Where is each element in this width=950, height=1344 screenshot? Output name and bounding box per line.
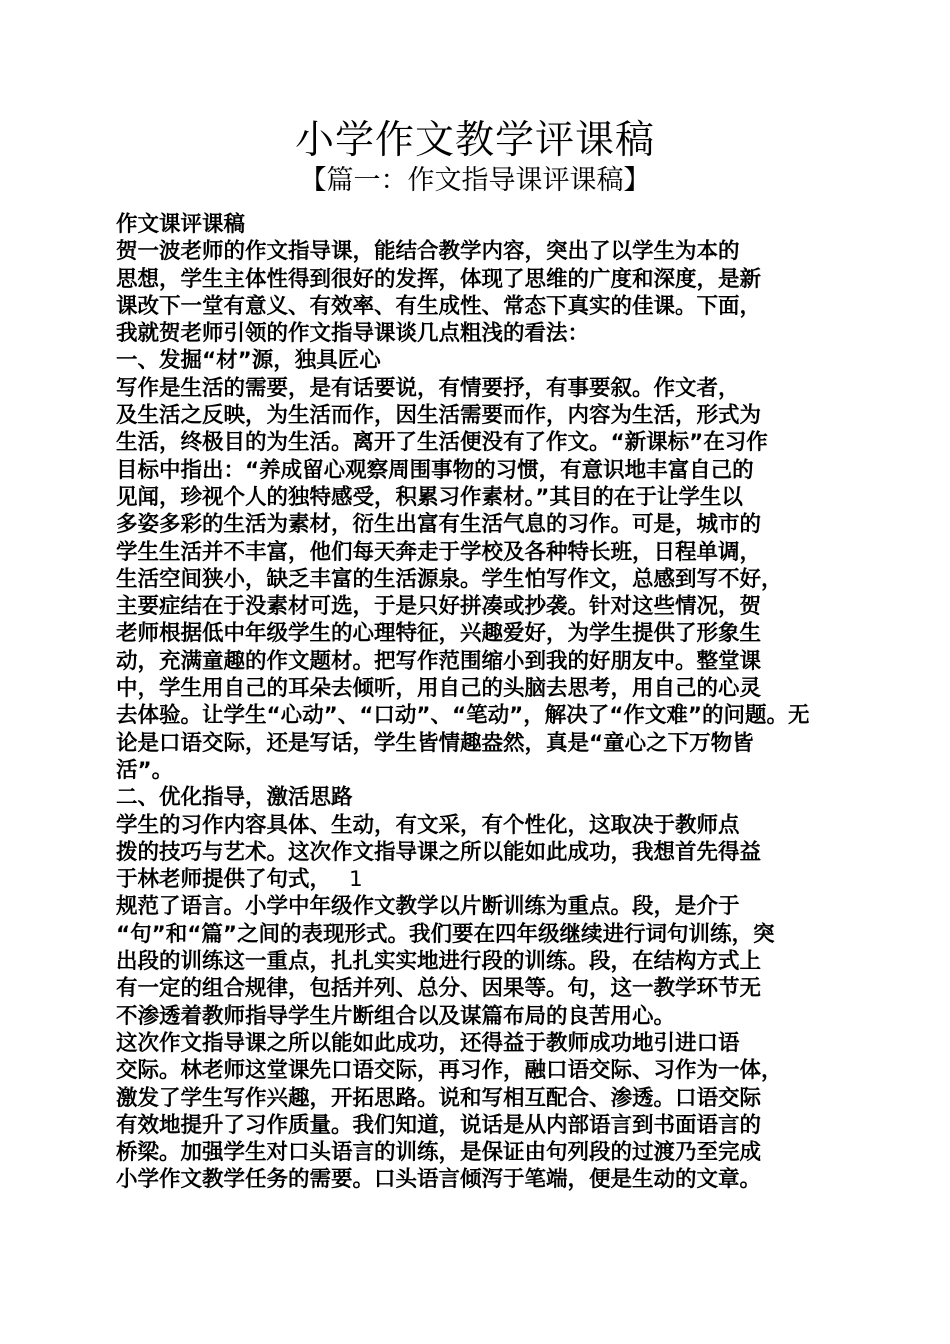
text-line xyxy=(116,1085,844,1112)
text-line xyxy=(116,566,844,593)
text-line-content: 去体验。让学生“心动”、“口动”、“笔动”，解决了“作文难”的问题。无 xyxy=(116,703,810,729)
text-line-content: 交际。林老师这堂课先口语交际，再习作，融口语交际、习作为一体， xyxy=(116,1058,783,1084)
text-line-content: 作文课评课稿 xyxy=(116,212,246,237)
text-line-content: 课改下一堂有意义、有效率、有生成性、常态下真实的佳课。下面， xyxy=(116,293,762,319)
text-line-content: 见闻，珍视个人的独特感受，积累习作素材。”其目的在于让学生以 xyxy=(116,484,743,510)
text-line xyxy=(116,402,844,429)
text-line-content: 写作是生活的需要，是有话要说，有情要抒，有事要叙。作文者， xyxy=(116,375,740,401)
text-line-content: 活”。 xyxy=(116,757,174,783)
text-line xyxy=(116,1112,844,1139)
text-line-content: 于林老师提供了句式， xyxy=(116,867,332,893)
text-line-content: 桥梁。加强学生对口头语言的训练，是保证由句列段的过渡乃至完成 xyxy=(116,1140,762,1166)
text-line xyxy=(116,266,844,293)
text-line xyxy=(116,757,844,784)
text-line xyxy=(116,1030,844,1057)
document-subtitle: 【篇一：作文指导课评课稿】 xyxy=(299,165,651,196)
text-line-content: 多姿多彩的生活为素材，衍生出富有生活气息的习作。可是，城市的 xyxy=(116,512,762,538)
text-line-content: 一、发掘“材”源，独具匠心 xyxy=(116,348,381,374)
text-line xyxy=(116,1003,844,1030)
text-line-content: 小学作文教学任务的需要。口头语言倾泻于笔端，便是生动的文章。 xyxy=(116,1167,762,1193)
text-line-content: 规范了语言。小学中年级作文教学以片断训练为重点。段，是介于 xyxy=(116,894,740,920)
text-line-content: 中，学生用自己的耳朵去倾听，用自己的头脑去思考，用自己的心灵 xyxy=(116,676,762,702)
text-line xyxy=(116,238,844,265)
text-line xyxy=(116,975,844,1002)
text-line xyxy=(116,457,844,484)
text-line-content: 目标中指出：“养成留心观察周围事物的习惯，有意识地丰富自己的 xyxy=(116,457,754,483)
text-line xyxy=(116,429,844,456)
text-line-content: 论是口语交际，还是写话，学生皆情趣盎然，真是“童心之下万物皆 xyxy=(116,730,754,756)
text-line-content: 贺一波老师的作文指导课，能结合教学内容，突出了以学生为本的 xyxy=(116,239,740,265)
text-line-content: 老师根据低中年级学生的心理特征，兴趣爱好，为学生提供了形象生 xyxy=(116,621,762,647)
text-line xyxy=(116,511,844,538)
text-line xyxy=(116,839,844,866)
text-line-content: 有一定的组合规律，包括并列、总分、因果等。句，这一教学环节无 xyxy=(116,976,762,1002)
text-line-content: 不渗透着教师指导学生片断组合以及谋篇布局的良苦用心。 xyxy=(116,1003,676,1029)
text-line xyxy=(116,211,844,238)
text-line-content: 思想，学生主体性得到很好的发挥，体现了思维的广度和深度，是新 xyxy=(116,266,762,292)
text-line xyxy=(116,484,844,511)
text-line xyxy=(116,293,844,320)
text-line xyxy=(116,539,844,566)
text-line xyxy=(116,812,844,839)
text-line-content: 学生的习作内容具体、生动，有文采，有个性化，这取决于教师点 xyxy=(116,812,740,838)
text-line xyxy=(116,1057,844,1084)
text-line-content: 生活，终极目的为生活。离开了生活便没有了作文。“新课标”在习作 xyxy=(116,430,768,456)
text-line-content: 学生生活并不丰富，他们每天奔走于学校及各种特长班，日程单调， xyxy=(116,539,762,565)
text-line-content: 二、优化指导，激活思路 xyxy=(116,785,353,811)
text-line-content: 主要症结在于没素材可选，于是只好拼凑或抄袭。针对这些情况，贺 xyxy=(116,594,762,620)
text-line xyxy=(116,921,844,948)
document-title: 小学作文教学评课稿 xyxy=(294,118,655,163)
text-line xyxy=(116,648,844,675)
text-line-content: 出段的训练这一重点，扎扎实实地进行段的训练。段，在结构方式上 xyxy=(116,949,762,975)
text-line-content: 拨的技巧与艺术。这次作文指导课之所以能如此成功，我想首先得益 xyxy=(116,839,762,865)
text-line-content: 生活空间狭小，缺乏丰富的生活源泉。学生怕写作文，总感到写不好， xyxy=(116,566,783,592)
text-line-content: 有效地提升了习作质量。我们知道，说话是从内部语言到书面语言的 xyxy=(116,1112,762,1138)
text-line xyxy=(116,1166,844,1193)
page-number: 1 xyxy=(349,867,363,893)
text-line xyxy=(116,702,844,729)
text-line-content: 这次作文指导课之所以能如此成功，还得益于教师成功地引进口语 xyxy=(116,1030,740,1056)
text-line-content: 激发了学生写作兴趣，开拓思路。说和写相互配合、渗透。口语交际 xyxy=(116,1085,762,1111)
document-body xyxy=(116,211,844,1194)
text-line xyxy=(116,1139,844,1166)
text-line xyxy=(116,320,844,347)
text-line xyxy=(116,375,844,402)
text-line xyxy=(116,593,844,620)
text-line-content: 动，充满童趣的作文题材。把写作范围缩小到我的好朋友中。整堂课 xyxy=(116,648,762,674)
text-line xyxy=(116,784,844,811)
text-line-content: 我就贺老师引领的作文指导课谈几点粗浅的看法： xyxy=(116,321,590,347)
text-line xyxy=(116,620,844,647)
text-line xyxy=(116,893,844,920)
text-line xyxy=(116,948,844,975)
text-line xyxy=(116,730,844,757)
text-line xyxy=(116,675,844,702)
text-line-content: “句”和“篇”之间的表现形式。我们要在四年级继续进行词句训练，突 xyxy=(116,921,775,947)
text-line xyxy=(116,866,844,893)
text-line-content: 及生活之反映，为生活而作，因生活需要而作，内容为生活，形式为 xyxy=(116,403,762,429)
text-line xyxy=(116,347,844,374)
